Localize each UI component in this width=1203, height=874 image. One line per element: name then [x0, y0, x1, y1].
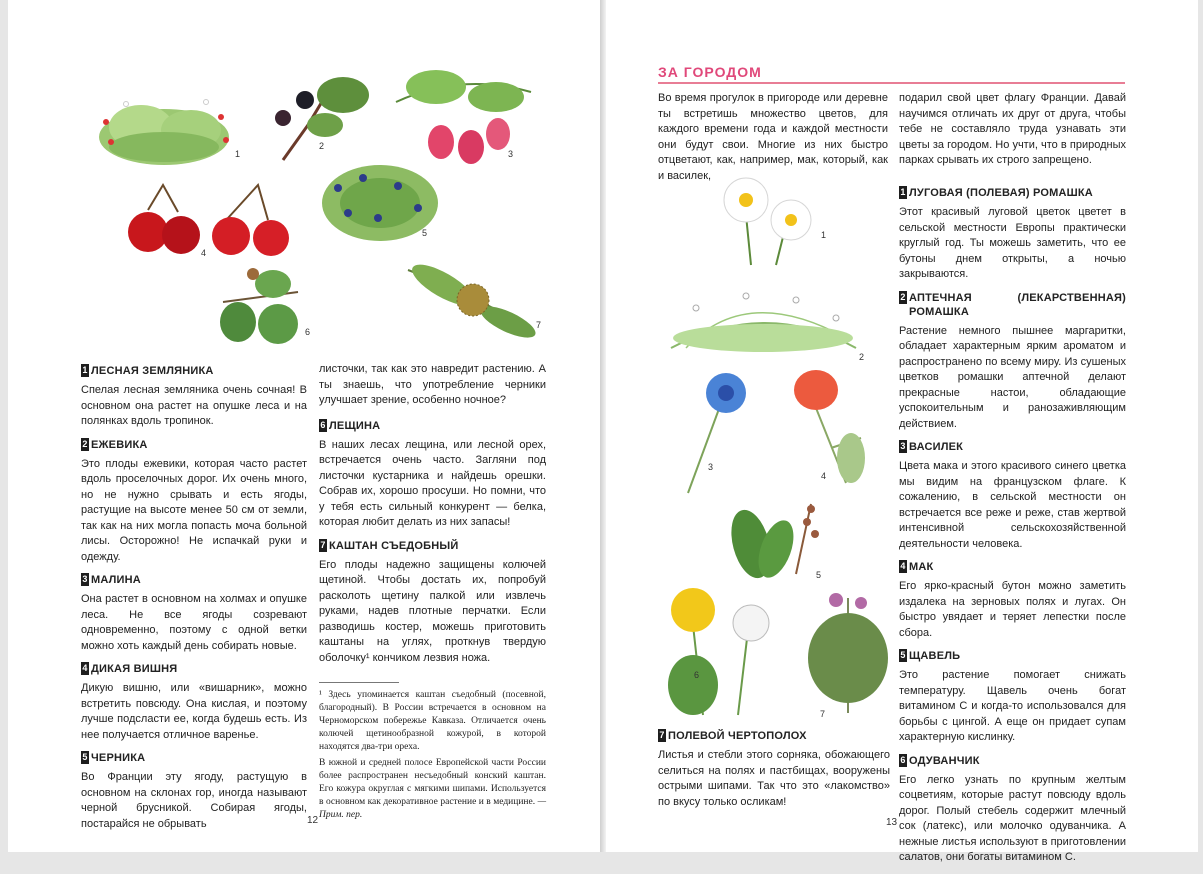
intro-left: Во время прогулок в пригороде или деревне ты встретишь множество цветов, для каждого времени года и каждой местности они будут свои. Многие из них быстро отцветают, как, например, мак, который, как и василек, [658, 92, 888, 182]
entry-title: ЛУГОВАЯ (ПОЛЕВАЯ) РОМАШКА [909, 187, 1093, 199]
footnote [319, 689, 546, 822]
entry-text: Это растение помогает снижать температуру. Щавель очень богат витамином С и когда-то использовался для борьбы с цингой. А еще он придает супам характерную кислинку. [899, 669, 1126, 743]
entry-cornflower: 3 ВАСИЛЕК Цвета мака и этого красивого синего цветка мы видим на французском флаге. К сожалению, в сельской местности он встречается все реже и реже, став жертвой интенсивной сельскохозяйственной деятельности человека. [899, 440, 1126, 552]
figure-label: 3 [708, 462, 714, 472]
entry-text: Его ярко-красный бутон можно заметить издалека на зерновых полях и лугах. Он быстро увядает и теряет лепестки после сбора. [899, 580, 1126, 639]
entry-title: ЛЕСНАЯ ЗЕМЛЯНИКА [91, 365, 214, 377]
right-column [899, 186, 1126, 874]
figure-label: 7 [536, 320, 542, 330]
entry-title: ЛЕЩИНА [329, 419, 381, 432]
entry-title: КАШТАН СЪЕДОБНЫЙ [329, 539, 459, 552]
entry-text: Дикую вишню, или «вишарник», можно встретить повсюду. Она кислая, и поэтому лучше подсласти ее, когда будешь есть. Из нее получается отличное варенье. [81, 682, 307, 741]
entry-sorrel: 5 ЩАВЕЛЬ Это растение помогает снижать температуру. Щавель очень богат витамином С и когда-то использовался для борьбы с цингой. А еще он придает супам характерную кислинку. [899, 649, 1126, 746]
entry-title: ЧЕРНИКА [91, 752, 146, 764]
cornflower-illustration [678, 368, 748, 498]
entry-title: МАЛИНА [91, 574, 141, 586]
entry-title: ОДУВАНЧИК [909, 754, 980, 767]
left-column-1 [81, 364, 307, 840]
figure-label: 7 [820, 709, 826, 719]
entry-text: Его плоды надежно защищены колючей щетиной. Чтобы достать их, попробуй расколоть щетину палкой или извлечь руками, надев плотные перчатки. Если разводишь костер, можешь приготовить каштаны на углях, проткнув твердую оболочку¹ кончиком лезвия ножа. [319, 558, 546, 664]
poppy-illustration [791, 368, 876, 488]
blackberry-illustration [263, 70, 373, 165]
entry-wild-cherry: 4 ДИКАЯ ВИШНЯ Дикую вишню, или «вишарник», можно встретить повсюду. Она кислая, и поэтому лучше подсласти ее, когда будешь есть. Из нее получается отличное варенье. [81, 662, 307, 743]
entry-oxeye-daisy: 1 ЛУГОВАЯ (ПОЛЕВАЯ) РОМАШКА Этот красивый луговой цветок цветет в сельской местности Европы практически круглый год. Ты можешь заметить, что ее бутоны днем открыты, а ночью закрываются. [899, 186, 1126, 283]
entry-creeping-thistle: 7 ПОЛЕВОЙ ЧЕРТОПОЛОХ Листья и стебли этого сорняка, обожающего селиться на полях и пастбищах, вооружены острыми шипами. Так что это «лакомство» по вкусу только осликам! [658, 729, 890, 814]
section-title: ЗА ГОРОДОМ [658, 64, 1125, 84]
entry-title: ПОЛЕВОЙ ЧЕРТОПОЛОХ [668, 730, 807, 742]
entry-text: Во Франции эту ягоду, растущую в основном на склонах гор, иногда называют черной брусникой. Собирая ягоды, постарайся не обрывать [81, 771, 307, 830]
wild-strawberry-illustration [86, 92, 241, 167]
left-column-2 [319, 362, 546, 822]
footnote-paragraph: В южной и средней полосе Европейской части России более распространен несъедобный конский каштан. Его кожура округлая с мягкими шипами. Используется в основном как декоративное растение и в медицине. — Прим. пер. [319, 758, 547, 820]
entry-text: Спелая лесная земляника очень сочная! В основном она растет на опушке леса и на полянках вдоль тропинок. [81, 384, 307, 427]
raspberry-illustration [386, 62, 536, 172]
entry-text: Растение немного пышнее маргаритки, обладает характерным ярким ароматом и распространено по всему миру. Из сушеных цветков ромашки аптечной делают прекрасные настои, обладающие успокоительным и ранозаживляющим действием. [899, 324, 1126, 430]
footnote-sign: — Прим. пер. [319, 797, 547, 820]
figure-label: 5 [816, 570, 822, 580]
entry-text: Она растет в основном на холмах и опушке леса. Не все ягоды созревают одновременно, поэтому с одной ветки можно хоть каждый день собирать новые. [81, 593, 307, 652]
entry-title: ВАСИЛЕК [909, 441, 964, 453]
sorrel-illustration [711, 494, 831, 579]
figure-label: 6 [305, 327, 311, 337]
figure-label: 1 [821, 230, 827, 240]
entry-text: В наших лесах лещина, или лесной орех, встречается очень часто. Загляни под листочки кустарника и найдешь орешки. Собрав их, хорошо просуши. Но помни, что у тебя есть сильный конкурент — белка, которая любит делать из них запасы! [319, 438, 546, 528]
figure-label: 1 [235, 149, 241, 159]
hazel-illustration [213, 262, 311, 347]
sweet-chestnut-illustration [403, 250, 538, 350]
entry-title: ЕЖЕВИКА [91, 438, 148, 451]
continued-text: листочки, так как это навредит растению. А ты знаешь, что употребление черники улучшает зрение, особенно ночное? [319, 363, 546, 406]
chamomile-illustration [666, 278, 861, 356]
entry-sweet-chestnut: 7 КАШТАН СЪЕДОБНЫЙ Его плоды надежно защищены колючей щетиной. Чтобы достать их, попробуй расколоть щетину палкой или извлечь руками, надев плотные перчатки. Если разводишь костер, можешь приготовить каштаны на углях, проткнув твердую оболочку¹ кончиком лезвия ножа. [319, 539, 546, 667]
entry-poppy: 4 МАК Его ярко-красный бутон можно заметить издалека на зерновых полях и лугах. Он быстро увядает и теряет лепестки после сбора. [899, 560, 1126, 641]
entry-blackberry: 2 ЕЖЕВИКА Это плоды ежевики, которая часто растет вдоль проселочных дорог. Их очень много, но не нужно срывать и есть ягоды, растущие на высоте менее 50 см от земли, так как на них могла попасть моча больной лисы. Осторожно! Не испачкай руки и одежду. [81, 438, 307, 566]
figure-label: 4 [201, 248, 207, 258]
entry-raspberry: 3 МАЛИНА Она растет в основном на холмах и опушке леса. Не все ягоды созревают одновременно, поэтому с одной ветки можно хоть каждый день собирать новые. [81, 573, 307, 654]
entry-chamomile: 2 АПТЕЧНАЯ (ЛЕКАРСТВЕННАЯ) РОМАШКА Растение немного пышнее маргаритки, обладает характерным ярким ароматом и распространено по всему миру. Из сушеных цветков ромашки аптечной делают прекрасные настои, обладающие успокоительным и ранозаживляющим действием. [899, 291, 1126, 433]
dandelion-illustration [663, 585, 783, 720]
entry-wild-strawberry: 1 ЛЕСНАЯ ЗЕМЛЯНИКА Спелая лесная земляника очень сочная! В основном она растет на опушке леса и на полянках вдоль тропинок. [81, 364, 307, 430]
entry-title: АПТЕЧНАЯ (ЛЕКАРСТВЕННАЯ) РОМАШКА [909, 291, 1126, 318]
oxeye-daisy-illustration [716, 175, 826, 267]
right-page [606, 0, 1198, 863]
footnote-paragraph: ¹ Здесь упоминается каштан съедобный (посевной, благородный). В России встречается в основном на Черноморском побережье Кавказа. Отличается очень колючей щетинообразной кожурой, в которой находятся два-три ореха. [319, 690, 546, 752]
creeping-thistle-illustration [801, 588, 896, 718]
figure-label: 2 [859, 352, 865, 362]
left-page [8, 0, 600, 852]
entry-title: ДИКАЯ ВИШНЯ [91, 663, 178, 675]
figure-label: 3 [508, 149, 514, 159]
entry-title: ЩАВЕЛЬ [909, 650, 961, 662]
entry-text: Его легко узнать по крупным желтым соцветиям, которые растут повсюду вдоль дорог. Полый стебель содержит млечный сок (латекс), или молочко одуванчика. А нежные листья используют в приготовлении салатов, они богаты витамином С. [899, 773, 1126, 863]
figure-label: 5 [422, 228, 428, 238]
page-number: 12 [307, 815, 319, 826]
intro-right: подарил свой цвет флагу Франции. Давай научимся отличать их друг от друга, чтобы тебе не составляло труда узнавать эти цветы за городом. Но учти, что в природных парках срывать их строго запрещено. [899, 92, 1126, 166]
entry-text: Это плоды ежевики, которая часто растет вдоль проселочных дорог. Их очень много, но не нужно срывать и есть ягоды, растущие на высоте менее 50 см от земли, так как на них могла попасть моча больной лисы. Осторожно! Не испачкай руки и одежду. [81, 457, 307, 563]
entry-title: МАК [909, 561, 934, 573]
footnote-rule [319, 682, 399, 683]
entry-dandelion: 6 ОДУВАНЧИК Его легко узнать по крупным желтым соцветиям, которые растут повсюду вдоль дорог. Полый стебель содержит млечный сок (латекс), или молочко одуванчика. А нежные листья используют в приготовлении салатов, они богаты витамином С. [899, 754, 1126, 866]
page-number: 13 [886, 817, 898, 828]
figure-label: 2 [319, 141, 325, 151]
entry-text: Листья и стебли этого сорняка, обожающего селиться на полях и пастбищах, вооружены острыми шипами. Так что это «лакомство» по вкусу только осликам! [658, 749, 890, 808]
entry-text: Этот красивый луговой цветок цветет в сельской местности Европы практически круглый год. Ты можешь заметить, что ее бутоны днем открыты, а ночью закрываются. [899, 206, 1126, 280]
entry-bilberry: 5 ЧЕРНИКА Во Франции эту ягоду, растущую в основном на склонах гор, иногда называют черной брусникой. Собирая ягоды, постарайся не обрывать [81, 751, 307, 832]
wild-cherry-illustration [123, 180, 293, 260]
entry-text: Цвета мака и этого красивого синего цветка мы видим на французском флаге. К сожалению, в сельской местности он встречается все реже и реже, став жертвой интенсивной сельскохозяйственной деятельности человека. [899, 460, 1126, 550]
figure-label: 4 [821, 471, 827, 481]
figure-label: 6 [694, 670, 700, 680]
entry-hazel: 6 ЛЕЩИНА В наших лесах лещина, или лесной орех, встречается очень часто. Загляни под листочки кустарника и найдешь орешки. Собрав их, хорошо просуши. Но помни, что у тебя есть сильный конкурент — белка, которая любит делать из них запасы! [319, 419, 546, 531]
